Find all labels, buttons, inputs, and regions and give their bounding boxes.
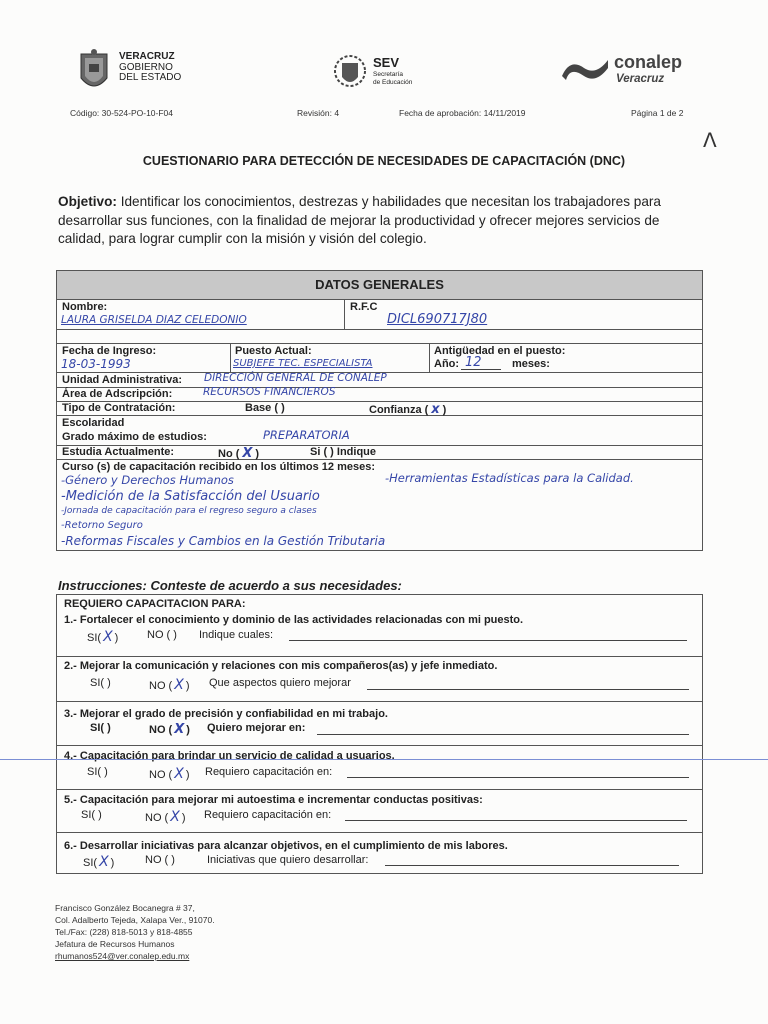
estudia-si-option[interactable]: Si ( ) Indique xyxy=(310,446,376,458)
estudia-label: Estudia Actualmente: xyxy=(62,446,175,458)
q3-prompt: Quiero mejorar en: xyxy=(207,722,306,734)
veracruz-logo-line1: VERACRUZ xyxy=(119,51,175,62)
rfc-label: R.F.C xyxy=(350,301,378,313)
anio-label: Año: xyxy=(434,358,460,370)
confianza-mark: x xyxy=(431,402,440,417)
objective xyxy=(58,193,708,249)
unidad-value[interactable]: DIRECCIÓN GENERAL DE CONALEP xyxy=(204,372,387,384)
q3-answer-line[interactable] xyxy=(317,734,689,735)
q6-prompt: Iniciativas que quiero desarrollar: xyxy=(207,854,369,866)
q5-answer-line[interactable] xyxy=(345,820,687,821)
q1-prompt: Indique cuales: xyxy=(199,629,273,641)
q2-si-option[interactable]: SI( ) xyxy=(90,677,111,689)
curso-3[interactable]: -Jornada de capacitación para el regreso seguro a clases xyxy=(61,506,317,516)
q1-si-close: ) xyxy=(114,632,119,644)
datos-generales-header: DATOS GENERALES xyxy=(57,271,702,300)
requiero-header: REQUIERO CAPACITACION PARA: xyxy=(64,598,246,610)
q4-no-mark: X xyxy=(174,766,184,782)
tipo-contratacion-label: Tipo de Contratación: xyxy=(62,402,176,414)
antiguedad-label: Antigüedad en el puesto: xyxy=(434,345,566,357)
area-label: Área de Adscripción: xyxy=(62,388,173,400)
q3-no-close: ) xyxy=(186,724,190,736)
grado-label: Grado máximo de estudios: xyxy=(62,431,207,443)
q4-no-close: ) xyxy=(185,769,190,781)
q5-si-option[interactable]: SI( ) xyxy=(81,809,102,821)
sev-logo xyxy=(333,51,443,93)
sev-title: SEV xyxy=(373,55,400,70)
q5-no-option[interactable] xyxy=(145,809,186,825)
cursos-label: Curso (s) de capacitación recibido en los últimos 12 meses: xyxy=(62,461,375,473)
q2-no-option[interactable] xyxy=(149,677,190,693)
footer-line-4: Jefatura de Recursos Humanos xyxy=(55,939,175,949)
question-2: 2.- Mejorar la comunicación y relaciones con mis compañeros(as) y jefe inmediato. xyxy=(64,660,498,672)
q5-no-mark: X xyxy=(170,809,180,825)
document-title: CUESTIONARIO PARA DETECCIÓN DE NECESIDADES DE CAPACITACIÓN (DNC) xyxy=(142,154,626,168)
conalep-swoosh-icon xyxy=(560,54,610,84)
fecha-ingreso-label: Fecha de Ingreso: xyxy=(62,345,157,357)
coat-of-arms-icon xyxy=(75,48,113,96)
curso-1[interactable]: -Género y Derechos Humanos xyxy=(61,473,234,487)
q1-answer-line[interactable] xyxy=(289,640,687,641)
meses-label: meses: xyxy=(512,358,550,370)
anio-value[interactable]: 12 xyxy=(465,355,482,370)
conalep-logo xyxy=(560,50,710,92)
q3-si-option[interactable]: SI( ) xyxy=(90,722,111,734)
nombre-label: Nombre: xyxy=(62,301,108,313)
curso-extra[interactable]: -Herramientas Estadísticas para la Calidad. xyxy=(385,471,634,485)
veracruz-logo xyxy=(75,48,195,98)
q6-answer-line[interactable] xyxy=(385,865,679,866)
objective-text: Identificar los conocimientos, destrezas y habilidades que necesitan los trabajadores para desarrollar sus funciones, con la finalidad de mejorar la productividad y ofrecer mejores servicios de calidad, para lograr cumplir con la misión y visión del colegio. xyxy=(58,194,661,246)
q5-no-close: ) xyxy=(181,812,186,824)
estudia-no-mark: X xyxy=(242,446,253,461)
codigo: Código: 30-524-PO-10-F04 xyxy=(70,108,174,118)
veracruz-logo-line2: GOBIERNO xyxy=(119,61,173,73)
footer-line-1: Francisco González Bocanegra # 37, xyxy=(55,903,195,913)
q4-no-option[interactable] xyxy=(149,766,190,782)
rfc-value[interactable]: DICL690717J80 xyxy=(387,312,488,327)
page-mark: ᐱ xyxy=(703,128,717,152)
q2-prompt: Que aspectos quiero mejorar xyxy=(209,677,351,689)
q3-no-mark: X xyxy=(174,722,185,737)
fecha-ingreso-value[interactable]: 18-03-1993 xyxy=(61,357,131,371)
escolaridad-label: Escolaridad xyxy=(62,417,125,429)
area-value[interactable]: RECURSOS FINANCIEROS xyxy=(203,386,336,398)
revision: Revisión: 4 xyxy=(297,108,340,118)
q2-no-mark: X xyxy=(174,677,184,693)
scan-line xyxy=(0,759,768,760)
curso-2[interactable]: -Medición de la Satisfacción del Usuario xyxy=(61,489,320,504)
footer-line-2: Col. Adalberto Tejeda, Xalapa Ver., 91070. xyxy=(55,915,215,925)
curso-4[interactable]: -Retorno Seguro xyxy=(61,520,143,531)
q6-si-option[interactable] xyxy=(83,854,114,870)
confianza-option[interactable] xyxy=(369,402,446,417)
datos-generales-table xyxy=(56,270,703,551)
instructions: Instrucciones: Conteste de acuerdo a sus necesidades: xyxy=(58,578,402,593)
q3-no-label: NO ( xyxy=(149,724,173,736)
q4-no-label: NO ( xyxy=(149,769,173,781)
question-5: 5.- Capacitación para mejorar mi autoestima e incrementar conductas positivas: xyxy=(64,794,483,806)
q3-no-option[interactable] xyxy=(149,722,190,737)
sev-emblem-icon xyxy=(333,51,367,91)
q4-prompt: Requiero capacitación en: xyxy=(205,766,333,778)
conalep-sub: Veracruz xyxy=(616,73,665,85)
q5-no-label: NO ( xyxy=(145,812,169,824)
q6-no-option[interactable]: NO ( ) xyxy=(145,854,175,866)
q4-si-option[interactable]: SI( ) xyxy=(87,766,108,778)
q2-no-label: NO ( xyxy=(149,680,173,692)
q6-si-label: SI( xyxy=(83,857,98,869)
conalep-title: conalep xyxy=(614,52,683,72)
question-4: 4.- Capacitación para brindar un servicio de calidad a usuarios. xyxy=(64,750,395,762)
estudia-no-close: ) xyxy=(255,448,260,460)
q1-si-option[interactable] xyxy=(87,629,118,645)
question-6: 6.- Desarrollar iniciativas para alcanzar objetivos, en el cumplimiento de mis labores. xyxy=(64,840,508,852)
q1-no-option[interactable]: NO ( ) xyxy=(147,629,177,641)
q5-prompt: Requiero capacitación en: xyxy=(204,809,332,821)
grado-value[interactable]: PREPARATORIA xyxy=(263,428,350,442)
puesto-label: Puesto Actual: xyxy=(235,345,312,357)
q1-si-label: SI( xyxy=(87,632,102,644)
puesto-value[interactable]: SUBJEFE TEC. ESPECIALISTA xyxy=(233,358,373,369)
question-3: 3.- Mejorar el grado de precisión y confiabilidad en mi trabajo. xyxy=(64,708,388,720)
pagina: Página 1 de 2 xyxy=(631,108,684,118)
unidad-label: Unidad Administrativa: xyxy=(62,374,182,386)
footer-line-3: Tel./Fax: (228) 818-5013 y 818-4855 xyxy=(55,927,193,937)
base-option[interactable]: Base ( ) xyxy=(245,402,285,414)
q6-si-close: ) xyxy=(110,857,115,869)
footer-email[interactable]: rhumanos524@ver.conalep.edu.mx xyxy=(55,951,190,961)
confianza-close: ) xyxy=(442,404,447,416)
q2-answer-line[interactable] xyxy=(367,689,689,690)
confianza-label: Confianza ( xyxy=(369,404,429,416)
q2-no-close: ) xyxy=(185,680,190,692)
fecha-aprobacion: Fecha de aprobación: 14/11/2019 xyxy=(399,108,526,118)
objective-label: Objetivo: xyxy=(58,194,117,209)
sev-sub-line1: Secretaría xyxy=(373,71,403,78)
veracruz-logo-line3: DEL ESTADO xyxy=(119,72,182,83)
q4-answer-line[interactable] xyxy=(347,777,689,778)
nombre-value[interactable]: LAURA GRISELDA DIAZ CELEDONIO xyxy=(61,314,247,326)
estudia-no-option[interactable] xyxy=(218,446,259,461)
q6-si-mark: X xyxy=(99,854,109,870)
sev-sub-line2: de Educación xyxy=(373,79,413,86)
footer-address xyxy=(55,902,215,962)
estudia-no-label: No ( xyxy=(218,448,240,460)
q1-si-mark: X xyxy=(103,629,113,645)
curso-5[interactable]: -Reformas Fiscales y Cambios en la Gestión Tributaria xyxy=(61,534,386,548)
questions-table xyxy=(56,594,703,874)
question-1: 1.- Fortalecer el conocimiento y dominio de las actividades relacionadas con mi puesto. xyxy=(64,614,524,626)
